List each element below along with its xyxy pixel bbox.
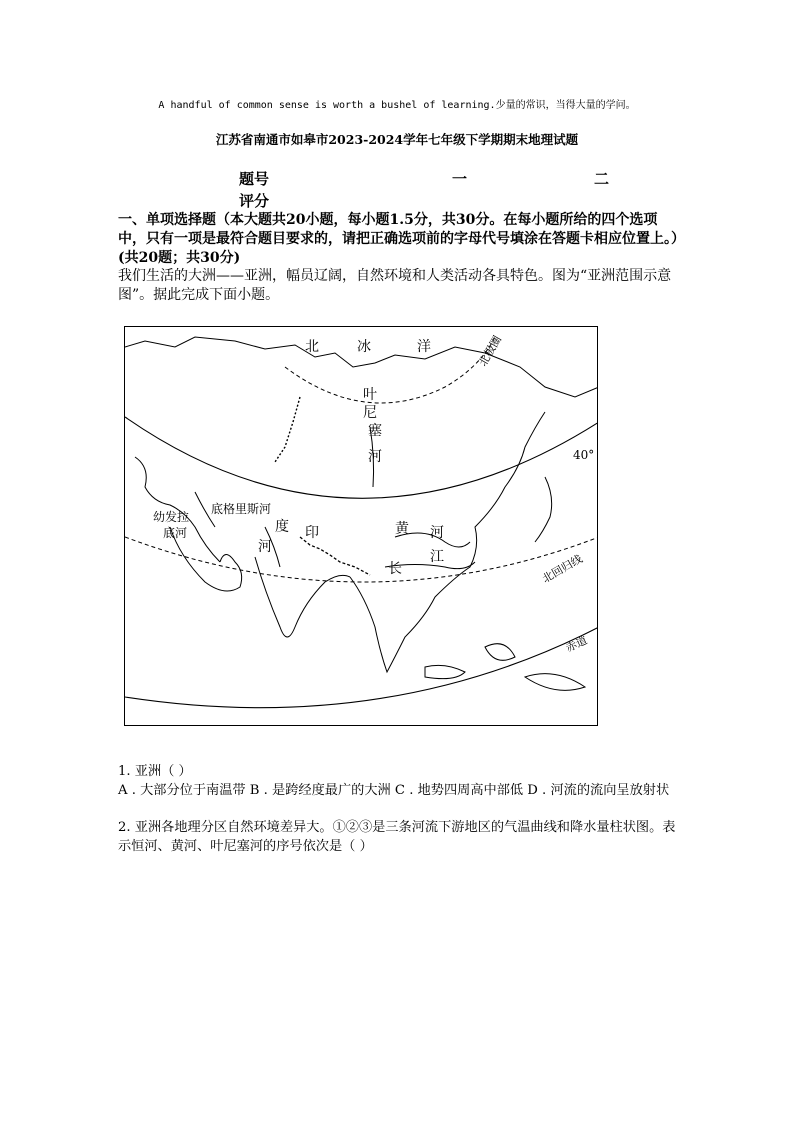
asia-map-svg <box>125 327 598 726</box>
map-label-ocean-3: 洋 <box>417 339 431 355</box>
question-1-options: A . 大部分位于南温带 B . 是跨经度最广的大洲 C . 地势四周高中部低 D . 河流的流向呈放射状 <box>118 783 670 798</box>
score-row-label: 题号 <box>239 170 270 188</box>
map-label-ocean-1: 北 <box>305 339 319 355</box>
asia-map <box>124 326 598 726</box>
score-row-2-label: 评分 <box>239 192 270 210</box>
section-heading: 一、单项选择题（本大题共20小题，每小题1.5分，共30分。在每小题所给的四个选项中，只有一项是最符合题目要求的，请把正确选项前的字母代号填涂在答题卡相应位置上。）(共20题；共30分) <box>118 212 678 266</box>
map-label-yangtze-2: 长 <box>388 561 402 577</box>
map-label-indus-1: 度 <box>275 519 289 535</box>
ural-mountains <box>275 397 300 462</box>
section-intro: 我们生活的大洲——亚洲，幅员辽阔，自然环境和人类活动各具特色。图为“亚洲范围示意图”。据此完成下面小题。 <box>118 268 672 303</box>
map-label-euphrates-1: 幼发拉 <box>153 510 190 524</box>
question-2-stem: 2. 亚洲各地理分区自然环境差异大。①②③是三条河流下游地区的气温曲线和降水量柱状图。表示恒河、黄河、叶尼塞河的序号依次是（ ） <box>118 820 676 854</box>
map-label-ocean-2: 冰 <box>357 339 371 355</box>
map-label-yellow-2: 河 <box>430 525 444 541</box>
exam-title: 江苏省南通市如皋市2023-2024学年七年级下学期期末地理试题 <box>215 132 579 147</box>
map-label-yenisei-2: 尼 <box>363 405 377 421</box>
score-col-1: 一 <box>452 170 468 188</box>
map-label-tigris: 底格里斯河 <box>211 502 272 516</box>
map-label-yenisei-1: 叶 <box>363 387 377 403</box>
map-label-tropic: 北回归线 <box>540 552 585 586</box>
equator-line <box>125 627 598 708</box>
japan <box>535 477 552 542</box>
map-label-euphrates-2: 底河 <box>163 526 188 540</box>
map-label-yenisei-4: 河 <box>368 449 382 465</box>
motto-english: A handful of common sense is worth a bushel of learning. <box>158 100 496 111</box>
map-label-equator: 赤道 <box>563 633 590 655</box>
tropic-cancer-line <box>125 537 598 582</box>
lat-40-line <box>125 417 598 498</box>
island-1 <box>425 665 465 678</box>
map-label-yellow-1: 黄 <box>395 521 409 537</box>
motto-chinese: 少量的常识，当得大量的学问。 <box>495 100 636 111</box>
header-motto <box>0 96 794 111</box>
map-label-india: 印 <box>305 525 319 541</box>
india-coast <box>255 557 350 637</box>
map-label-indus-2: 河 <box>258 539 272 555</box>
map-label-yenisei-3: 塞 <box>368 423 382 439</box>
island-3 <box>525 674 585 691</box>
score-col-2: 二 <box>594 170 610 188</box>
map-label-yangtze-1: 江 <box>430 549 444 565</box>
map-label-arctic-circle: 北极圈 <box>476 333 505 369</box>
island-2 <box>485 644 515 661</box>
question-1-stem: 1. 亚洲（ ） <box>118 764 192 779</box>
map-label-lat-40: 40° <box>573 448 595 462</box>
himalaya-mountains <box>300 537 370 575</box>
